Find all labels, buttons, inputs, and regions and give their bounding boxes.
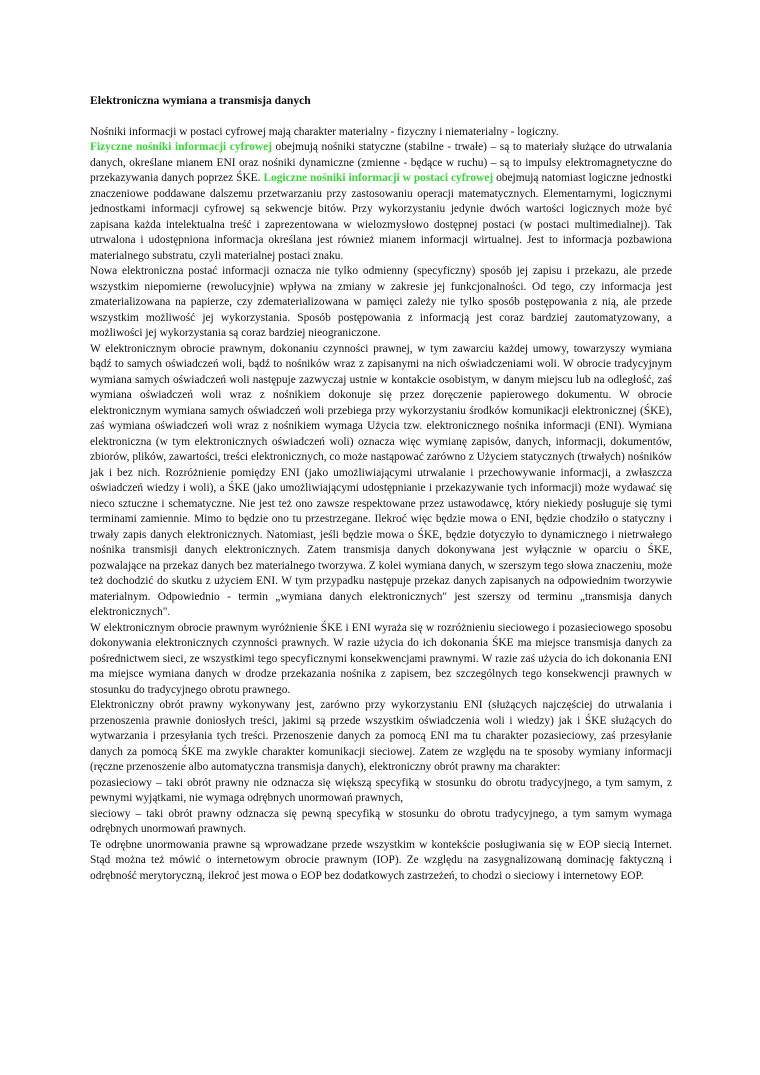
paragraph-6: pozasieciowy – taki obrót prawny nie odznacza się większą specyfiką w stosunku do obrotu tradycyjnego, a tym samym, z pewnymi wyjątkami, nie wymaga odrębnych unormowań prawnych, — [90, 776, 672, 804]
paragraph-1-end: obejmują natomiast logiczne jednostki znaczeniowe poddawane dalszemu przetwarzaniu przy zastosowaniu operacji matematycznych. Elementarnymi, logicznymi jednostkami informacji cyfrowej są sekwencje bitów. Przy wykorzystaniu jedynie dwóch wartości logicznych może być zapisana każda intelektualna treść i zaprezentowana w wielozmysłowo dostępnej postaci (w postaci multimedialnej). Tak utrwalona i udostępniona informacja określana jest również mianem informacji wirtualnej. Jest to informacja pozbawiona materialnego substratu, czyli materialnej postaci znaku. — [90, 172, 672, 262]
paragraph-1 — [90, 125, 672, 265]
highlight-physical-media: Fizyczne nośniki informacji cyfrowej — [90, 141, 272, 153]
paragraph-7: sieciowy – taki obrót prawny odznacza się pewną specyfiką w stosunku do obrotu tradycyjnego, a tym samym wymaga odrębnych unormowań prawnych. — [90, 807, 672, 835]
highlight-logical-media: Logiczne nośniki informacji w postaci cyfrowej — [263, 172, 494, 184]
paragraph-2: Nowa elektroniczna postać informacji oznacza nie tylko odmienny (specyficzny) sposób jej zapisu i przekazu, ale przede wszystkim niepomierne (rewolucyjnie) wpływa na zmiany w zakresie jej funkcjonalności. Od tego, czy informacja jest zmaterializowana na papierze, czy zdematerializowana w pamięci zależy nie tylko sposób postępowania z nią, ale przede wszystkim możliwość jej wykorzystania. Sposób postępowania z informacją jest coraz bardziej zautomatyzowany, a możliwości jej wykorzystania są coraz bardziej nieograniczone. — [90, 265, 672, 339]
paragraph-8: Te odrębne unormowania prawne są wprowadzane przede wszystkim w kontekście posługiwania się w EOP siecią Internet. Stąd można też mówić o internetowym obrocie prawnym (IOP). Ze względu na zasygnalizowaną dominację faktyczną i odrębność merytoryczną, ilekroć jest mowa o EOP bez dodatkowych zastrzeżeń, to chodzi o sieciowy i internetowy EOP. — [90, 838, 672, 882]
document-title: Elektroniczna wymiana a transmisja danych — [90, 94, 311, 107]
paragraph-4: W elektronicznym obrocie prawnym wyróżnienie ŚKE i ENI wyraża się w rozróżnieniu sieciowego i pozasieciowego sposobu dokonywania elektronicznych czynności prawnych. W razie użycia do ich dokonania ŚKE ma miejsce transmisja danych za pośrednictwem sieci, ze wszystkimi tego specyficznymi konsekwencjami prawnymi. W razie zaś użycia do ich dokonania ENI ma miejsce wymiana danych w drodze przekazania nośnika z zapisem, bez szczególnych tego konsekwencji prawnych w stosunku do tradycyjnego obrotu prawnego. — [90, 621, 672, 696]
paragraph-1-middle: obejmują nośniki statyczne (stabilne - trwałe) – są to materiały służące do utrwalania danych, określane mianem ENI oraz nośniki dynamiczne (zmienne - będące w ruchu) – są to impulsy elektromagnetyczne do przekazywania danych poprzez ŚKE. — [90, 141, 673, 184]
paragraph-3: W elektronicznym obrocie prawnym, dokonaniu czynności prawnej, w tym zawarciu każdej umowy, towarzyszy wymiana bądź to samych oświadczeń woli, bądź to nośników wraz z zapisanymi na nich oświadczeniami woli. W obrocie tradycyjnym wymiana samych oświadczeń woli następuje zazwyczaj ustnie w kontakcie osobistym, w danym miejscu lub na odległość, zaś wymiana oświadczeń woli wraz z nośnikiem dokonuje się przez doręczenie papierowego dokumentu. W obrocie elektronicznym wymiana samych oświadczeń woli przebiega przy wykorzystaniu środków komunikacji elektronicznej (ŚKE), zaś wymiana oświadczeń woli wraz z nośnikiem wymaga Użycia tzw. elektronicznego nośnika informacji (ENI). Wymiana elektroniczna (w tym elektronicznych oświadczeń woli) oznacza więc wymianę zapisów, danych, informacji, dokumentów, zbiorów, plików, zawartości, treści elektronicznych, co może nastąpować zarówno z Użyciem statycznych (trwałych) nośników jak i bez nich. Rozróżnienie pomiędzy ENI (jako umożliwiającymi utrwalanie i przechowywanie informacji, a zwłaszcza oświadczeń wiedzy i woli), a ŚKE (jako umożliwiającymi udostępnianie i przekazywanie tych informacji) może wydawać się nieco sztuczne i schematyczne. Nie jest też ono zawsze respektowane przez ustawodawcę, który niekiedy posługuje się tymi terminami zamiennie. Mimo to będzie ono tu przestrzegane. Ilekroć więc będzie mowa o ENI, będzie chodziło o statyczny i trwały zapis danych elektronicznych. Natomiast, jeśli będzie mowa o ŚKE, będzie dotyczyło to dynamicznego i nietrwałego nośnika transmisji danych elektronicznych. Zatem transmisja danych dokonywana jest wyłącznie w oparciu o ŚKE, pozwalające na przekaz danych bez materialnego tworzywa. Z kolei wymiana danych, w szerszym tego słowa znaczeniu, może też dochodzić do skutku z użyciem ENI. W tym przypadku następuje przekaz danych zapisanych na odpowiednim tworzywie materialnym. Odpowiednio - termin „wymiana danych elektronicznych" jest szerszy od terminu „transmisja danych elektronicznych". — [90, 342, 672, 618]
paragraph-1-intro: Nośniki informacji w postaci cyfrowej mają charakter materialny - fizyczny i niematerialny - logiczny. — [90, 125, 559, 138]
document-page — [90, 93, 672, 884]
paragraph-5: Elektroniczny obrót prawny wykonywany jest, zarówno przy wykorzystaniu ENI (służących najczęściej do utrwalania i przenoszenia prawnie doniosłych treści, jakimi są przede wszystkim oświadczenia woli i wiedzy) jak i ŚKE służących do wytwarzania i przesyłania tych treści. Przenoszenie danych za pomocą ENI ma tu charakter pozasieciowy, zaś przesyłanie danych za pomocą ŚKE ma zwykle charakter komunikacji sieciowej. Zatem ze względu na te sposoby wymiany informacji (ręczne przenoszenie albo automatyczna transmisja danych), elektroniczny obrót prawny ma charakter: — [90, 699, 672, 773]
